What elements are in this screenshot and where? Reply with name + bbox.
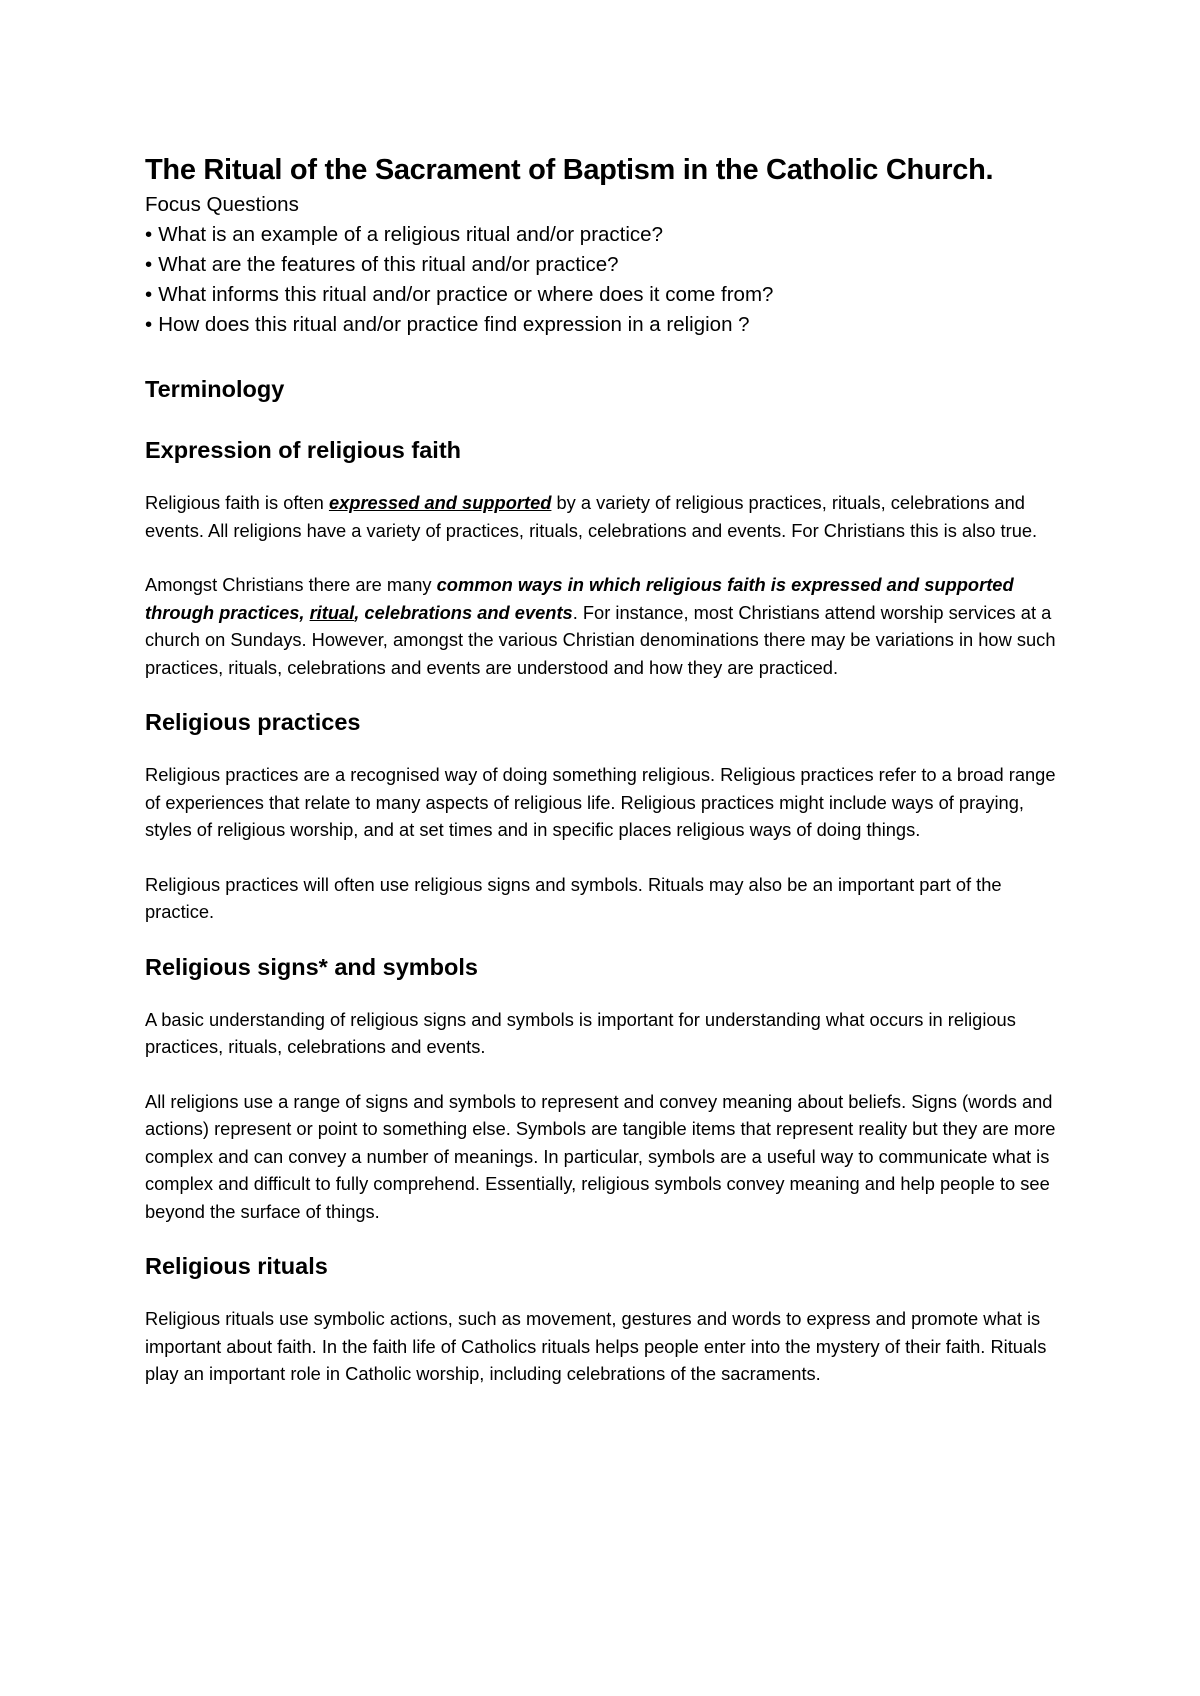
expression-p1-emphasis: expressed and supported	[328, 492, 552, 513]
rituals-paragraph-1: Religious rituals use symbolic actions, such as movement, gestures and words to express and promote what is important about faith. In the faith life of Catholics rituals helps people enter into the mystery of their faith. Rituals play an important role in Catholic worship, including celebrations of the sacraments.	[145, 1308, 1047, 1384]
focus-question	[145, 310, 1065, 340]
expression-p2-pre: Amongst Christians there are many	[145, 574, 437, 595]
signs-paragraph-1: A basic understanding of religious signs and symbols is important for understanding what occurs in religious practices, rituals, celebrations and events.	[145, 1008, 1016, 1057]
bullet-icon: •	[145, 313, 153, 336]
practices-paragraph-1: Religious practices are a recognised way of doing something religious. Religious practices refer to a broad range of experiences that relate to many aspects of religious life. Religious practices might include ways of praying, styles of religious worship, and at set times and in specific places religious ways of doing things.	[145, 764, 1056, 840]
expression-heading: Expression of religious faith	[145, 437, 461, 463]
bullet-icon: •	[145, 223, 153, 246]
expression-p2-post: . For instance, most Christians attend worship services at a church on Sundays. However, amongst the various Christian denominations there may be variations in how such practices, rituals, celebrations and events are understood and how they are practiced.	[145, 601, 1056, 678]
expression-p2-emphasis-2: , celebrations and events	[354, 601, 573, 623]
focus-question-text: How does this ritual and/or practice find expression in a religion ?	[158, 313, 750, 336]
terminology-heading: Terminology	[145, 376, 285, 402]
focus-question-text: What are the features of this ritual and/or practice?	[158, 253, 619, 276]
bullet-icon: •	[145, 283, 153, 306]
signs-paragraph-2: All religions use a range of signs and symbols to represent and convey meaning about beliefs. Signs (words and actions) represent or point to something else. Symbols are tangible items that represent reality but they are more complex and can convey a number of meanings. In particular, symbols are a useful way to communicate what is complex and difficult to fully comprehend. Essentially, religious symbols convey meaning and help people to see beyond the surface of things.	[145, 1090, 1056, 1222]
expression-p2-emphasis-underlined: ritual	[309, 601, 355, 623]
expression-p1-post: by a variety of religious practices, rituals, celebrations and events. All religions have a variety of practices, rituals, celebrations and events. For Christians this is also true.	[145, 492, 1038, 541]
expression-paragraph-1	[145, 489, 1065, 544]
focus-question	[145, 220, 1065, 250]
focus-question-text: What is an example of a religious ritual and/or practice?	[158, 223, 663, 246]
expression-p1-pre: Religious faith is often	[145, 492, 329, 513]
expression-paragraph-2	[145, 571, 1065, 681]
focus-question	[145, 280, 1065, 310]
document-title: The Ritual of the Sacrament of Baptism in the Catholic Church.	[145, 154, 994, 186]
focus-questions-label: Focus Questions	[145, 193, 299, 216]
focus-questions-list	[145, 220, 1065, 340]
rituals-heading: Religious rituals	[145, 1253, 328, 1279]
document-page	[145, 150, 1065, 1388]
focus-question	[145, 250, 1065, 280]
practices-paragraph-2: Religious practices will often use religious signs and symbols. Rituals may also be an important part of the practice.	[145, 873, 1002, 922]
practices-heading: Religious practices	[145, 709, 361, 735]
expression-p2-emphasis-1: common ways in which religious faith is expressed and supported through practices,	[145, 574, 1014, 623]
bullet-icon: •	[145, 253, 153, 276]
focus-question-text: What informs this ritual and/or practice or where does it come from?	[158, 283, 774, 306]
signs-heading: Religious signs* and symbols	[145, 953, 478, 980]
